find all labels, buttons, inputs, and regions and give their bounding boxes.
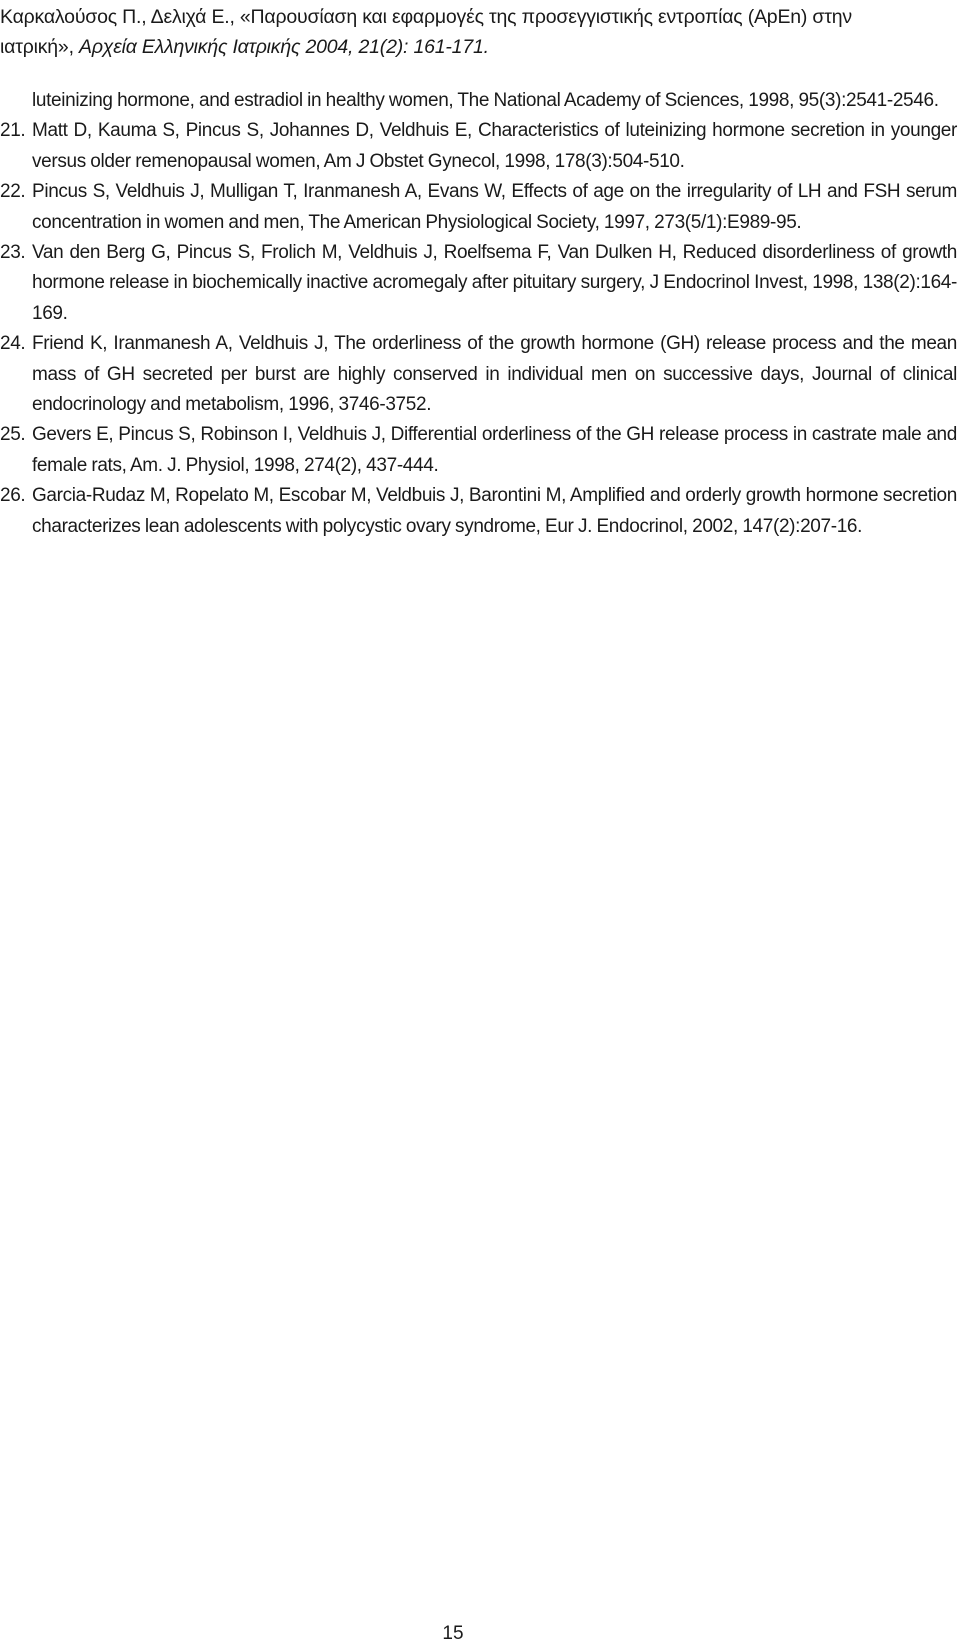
- running-header-line-2: [0, 32, 960, 62]
- running-header: [0, 2, 960, 62]
- reference-item: [0, 177, 957, 238]
- reference-continuation: [32, 86, 957, 116]
- running-header-authors-tail: ιατρική»,: [0, 36, 80, 58]
- reference-item: [0, 238, 957, 329]
- reference-text: luteinizing hormone, and estradiol in healthy women, The National Academy of Sciences, 1998, 95(3):2541-2546.: [32, 90, 939, 111]
- running-header-line-1: Καρκαλούσος Π., Δελιχά Ε., «Παρουσίαση και εφαρμογές της προσεγγιστικής εντροπίας (ApEn) στην: [0, 6, 852, 28]
- reference-text: Friend K, Iranmanesh A, Veldhuis J, The orderliness of the growth hormone (GH) release process and the mean mass of GH secreted per burst are highly conserved in individual men on successive days, Journal of clinical endocrinology and metabolism, 1996, 3746-3752.: [32, 333, 957, 416]
- reference-number: 25.: [0, 424, 26, 446]
- reference-text: Matt D, Kauma S, Pincus S, Johannes D, Veldhuis E, Characteristics of luteinizing hormone secretion in younger versus older remenopausal women, Am J Obstet Gynecol, 1998, 178(3):504-510.: [32, 120, 957, 172]
- reference-number: 21.: [0, 120, 26, 142]
- reference-list: [0, 86, 957, 542]
- reference-text: Pincus S, Veldhuis J, Mulligan T, Iranmanesh A, Evans W, Effects of age on the irregularity of LH and FSH serum concentration in women and men, The American Physiological Society, 1997, 273(5/1):E989-95.: [32, 181, 957, 233]
- reference-number: 23.: [0, 242, 26, 264]
- reference-number: 22.: [0, 181, 26, 203]
- reference-text: Van den Berg G, Pincus S, Frolich M, Veldhuis J, Roelfsema F, Van Dulken H, Reduced disorderliness of growth hormone release in biochemically inactive acromegaly after pituitary surgery, J Endocrinol Invest, 1998, 138(2):164-169.: [32, 242, 957, 324]
- page-number: 15: [442, 1623, 464, 1644]
- reference-item: [0, 329, 957, 420]
- reference-number: 24.: [0, 333, 26, 355]
- reference-item: [0, 420, 957, 481]
- reference-text: Gevers E, Pincus S, Robinson I, Veldhuis J, Differential orderliness of the GH release process in castrate male and female rats, Am. J. Physiol, 1998, 274(2), 437-444.: [32, 424, 957, 476]
- reference-item: [0, 481, 957, 542]
- reference-number: 26.: [0, 485, 26, 507]
- running-header-journal-citation: Αρχεία Ελληνικής Ιατρικής 2004, 21(2): 161-171.: [79, 36, 489, 58]
- reference-text: Garcia-Rudaz M, Ropelato M, Escobar M, Veldbuis J, Barontini M, Amplified and orderly growth hormone secretion characterizes lean adolescents with polycystic ovary syndrome, Eur J. Endocrinol, 2002, 147(2):207-16.: [32, 485, 957, 537]
- reference-item: [0, 116, 957, 177]
